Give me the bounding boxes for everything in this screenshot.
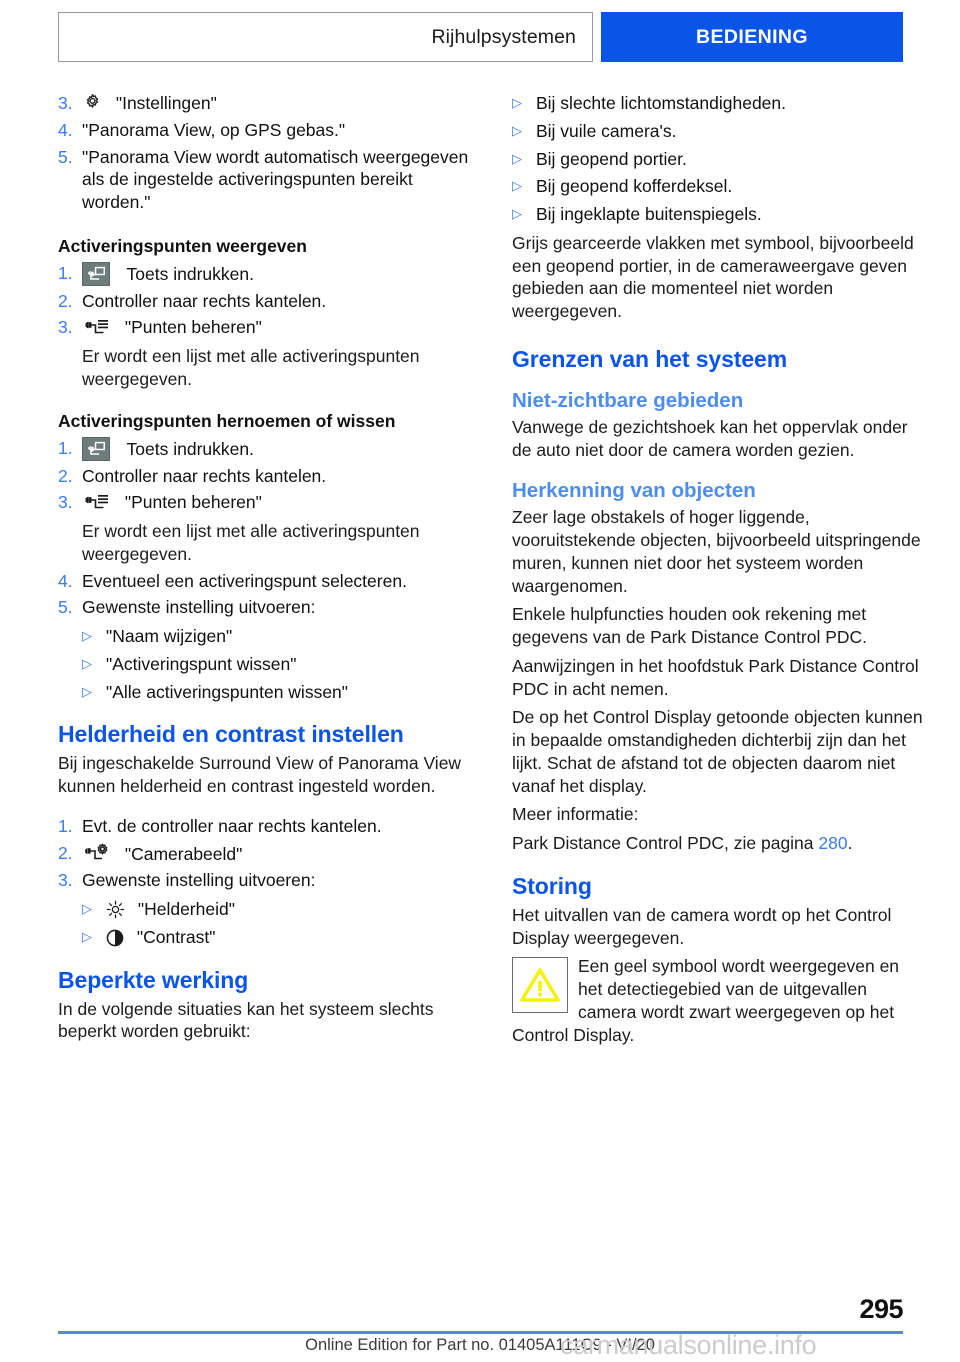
step-text: Controller naar rechts kantelen.: [82, 290, 327, 311]
list-item: [82, 681, 472, 704]
camera-key-button-icon: [82, 437, 110, 461]
step-number: 2.: [58, 842, 73, 863]
step-text: "Panorama View, op GPS gebas.": [82, 119, 346, 140]
contrast-icon: [106, 929, 124, 947]
camera-key-button-icon: [82, 262, 110, 286]
left-column: [58, 92, 472, 1049]
step-item: [58, 842, 472, 866]
camera-list-icon: [82, 317, 112, 337]
step-number: 4.: [58, 119, 73, 140]
step-number: 3.: [58, 870, 73, 891]
brightness-sun-icon: [106, 900, 125, 919]
rename-options-list: [82, 625, 472, 703]
option-label: "Alle activeringspunten wissen": [106, 681, 348, 702]
condition-label: Bij slechte lichtomstandigheden.: [536, 93, 787, 113]
warning-triangle-icon: [519, 966, 561, 1004]
step-item: [58, 119, 472, 142]
heading-grenzen-van-het-systeem: Grenzen van het systeem: [512, 345, 788, 372]
step-note: Er wordt een lijst met alle activeringspunten weergegeven.: [82, 346, 420, 389]
step-item: [58, 316, 472, 339]
list-item: [512, 203, 926, 226]
header-section-title: BEDIENING: [696, 25, 808, 48]
step-text: Eventueel een activeringspunt selecteren.: [82, 570, 407, 591]
step-item: [58, 92, 472, 115]
header-chapter-box: [58, 12, 593, 62]
list-item: [512, 148, 926, 171]
option-label: "Activeringspunt wissen": [106, 653, 297, 674]
header-section-box: [601, 12, 903, 62]
step-number: 5.: [58, 146, 73, 167]
step-item: [58, 437, 472, 461]
condition-label: Bij vuile camera's.: [536, 120, 677, 141]
steps-show: [58, 262, 472, 340]
triangle-bullet-icon: ▷: [82, 901, 92, 917]
heading-beperkte-werking: Beperkte werking: [58, 966, 249, 993]
camera-settings-icon: [82, 842, 112, 864]
option-label: "Contrast": [136, 926, 216, 947]
triangle-bullet-icon: ▷: [512, 150, 522, 166]
step-number: 3.: [58, 317, 73, 338]
step-text: Gewenste instelling uitvoeren:: [82, 870, 316, 891]
list-item: [512, 175, 926, 198]
triangle-bullet-icon: ▷: [82, 628, 92, 643]
step-text: Toets indrukken.: [126, 263, 254, 284]
steps-top: [58, 92, 472, 214]
step-text: Evt. de controller naar rechts kantelen.: [82, 815, 382, 836]
step-number: 1.: [58, 815, 73, 836]
heading-activeringspunten-hernoemen: Activeringspunten hernoemen of wissen: [58, 410, 396, 431]
warning-note-tail: Control Display.: [512, 1024, 635, 1045]
triangle-bullet-icon: ▷: [82, 928, 92, 944]
objecten-paragraph: Zeer lage obstakels of hoger liggende, vooruitstekende objecten, bijvoorbeeld uitspringende muren, kunnen niet door het systeem worden waargenomen.: [512, 507, 921, 596]
meer-informatie-label: Meer informatie:: [512, 804, 639, 825]
step-number: 3.: [58, 492, 73, 513]
brightness-options-list: [82, 898, 472, 949]
step-number: 5.: [58, 597, 73, 618]
warning-icon-box: [512, 957, 568, 1013]
niet-zichtbare-text: Vanwege de gezichtshoek kan het oppervlak onder de auto niet door de camera worden gezien.: [512, 416, 908, 460]
step-item: [58, 570, 472, 593]
triangle-bullet-icon: ▷: [512, 95, 522, 110]
triangle-bullet-icon: ▷: [82, 655, 92, 671]
steps-rename: [58, 437, 472, 515]
option-label: "Helderheid": [137, 899, 235, 920]
list-item: [82, 926, 472, 949]
step-text: "Punten beheren": [124, 492, 262, 513]
limited-conditions-list: [512, 92, 926, 226]
right-column: [512, 92, 926, 1046]
cross-reference-prefix: Park Distance Control PDC, zie pagina: [512, 833, 819, 854]
step-item: [58, 815, 472, 838]
steps-rename-after: [58, 570, 472, 620]
list-item: [82, 898, 472, 921]
triangle-bullet-icon: ▷: [82, 683, 92, 699]
step-text: Gewenste instelling uitvoeren:: [82, 597, 316, 618]
step-number: 2.: [58, 290, 73, 311]
heading-herkenning-van-objecten: Herkenning van objecten: [512, 479, 756, 503]
list-item: [82, 625, 472, 648]
step-item: [58, 146, 472, 214]
condition-label: Bij geopend kofferdeksel.: [536, 176, 733, 197]
step-item: [58, 290, 472, 313]
watermark: carmanualsonline.info: [560, 1330, 817, 1360]
heading-niet-zichtbare-gebieden: Niet-zichtbare gebieden: [512, 388, 744, 412]
limited-note: Grijs gearceerde vlakken met symbool, bijvoorbeeld een geopend portier, in de cameraweergave geven gebieden aan die momenteel niet worden weergegeven.: [512, 232, 914, 321]
gear-icon: [82, 92, 103, 113]
step-number: 4.: [58, 570, 73, 591]
triangle-bullet-icon: ▷: [512, 206, 522, 221]
footer-edition-text: Online Edition for Part no. 01405A111C9 - VI/20: [305, 1336, 655, 1354]
step-note: Er wordt een lijst met alle activeringspunten weergegeven.: [82, 521, 420, 564]
cross-reference-suffix: .: [847, 833, 853, 854]
step-number: 1.: [58, 437, 73, 458]
objecten-paragraph: Enkele hulpfuncties houden ook rekening met gegevens van de Park Distance Control PDC.: [512, 604, 868, 648]
step-text: "Camerabeeld": [124, 843, 243, 864]
triangle-bullet-icon: ▷: [512, 122, 522, 138]
brightness-intro: Bij ingeschakelde Surround View of Panorama View kunnen helderheid en contrast ingesteld worden.: [58, 753, 462, 797]
heading-activeringspunten-weergeven: Activeringspunten weergeven: [58, 235, 307, 256]
step-text: Controller naar rechts kantelen.: [82, 465, 327, 486]
step-item: [58, 596, 472, 619]
condition-label: Bij ingeklapte buitenspiegels.: [536, 204, 762, 224]
heading-storing: Storing: [512, 872, 592, 899]
step-text: "Instellingen": [115, 93, 217, 113]
objecten-paragraph: De op het Control Display getoonde objecten kunnen in bepaalde omstandigheden dichterbij zijn dan het lijkt. Schat de afstand tot de objecten daarom niet vanaf het display.: [512, 707, 923, 796]
step-number: 3.: [58, 93, 73, 113]
heading-helderheid-contrast: Helderheid en contrast instellen: [58, 721, 404, 748]
step-item: [58, 262, 472, 286]
step-item: [58, 491, 472, 514]
beperkte-werking-intro: In de volgende situaties kan het systeem slechts beperkt worden gebruikt:: [58, 998, 434, 1042]
list-item: [512, 92, 926, 115]
camera-list-icon: [82, 492, 112, 512]
cross-reference: [512, 832, 926, 855]
triangle-bullet-icon: ▷: [512, 178, 522, 194]
list-item: [512, 120, 926, 143]
step-text: "Panorama View wordt automatisch weergegeven als de ingestelde activeringspunten bereikt worden.": [82, 146, 469, 212]
warning-note-text: Een geel symbool wordt weergegeven en het detectiegebied van de uitgevallen camera wordt zwart weergegeven op het: [578, 956, 900, 1022]
step-text: "Punten beheren": [124, 317, 262, 338]
objecten-paragraph: Aanwijzingen in het hoofdstuk Park Distance Control PDC in acht nemen.: [512, 655, 919, 699]
list-item: [82, 653, 472, 676]
step-number: 2.: [58, 465, 73, 486]
page-header: [58, 12, 903, 62]
storing-intro: Het uitvallen van de camera wordt op het Control Display weergegeven.: [512, 904, 892, 948]
page-number: 295: [859, 1294, 903, 1324]
cross-reference-page-link[interactable]: 280: [818, 833, 848, 854]
step-number: 1.: [58, 262, 73, 283]
warning-note: [512, 955, 926, 1023]
steps-brightness: [58, 815, 472, 892]
option-label: "Naam wijzigen": [106, 626, 233, 646]
step-item: [58, 465, 472, 488]
step-item: [58, 869, 472, 892]
step-text: Toets indrukken.: [126, 438, 254, 459]
condition-label: Bij geopend portier.: [536, 148, 687, 169]
header-chapter-title: Rijhulpsystemen: [431, 25, 576, 48]
